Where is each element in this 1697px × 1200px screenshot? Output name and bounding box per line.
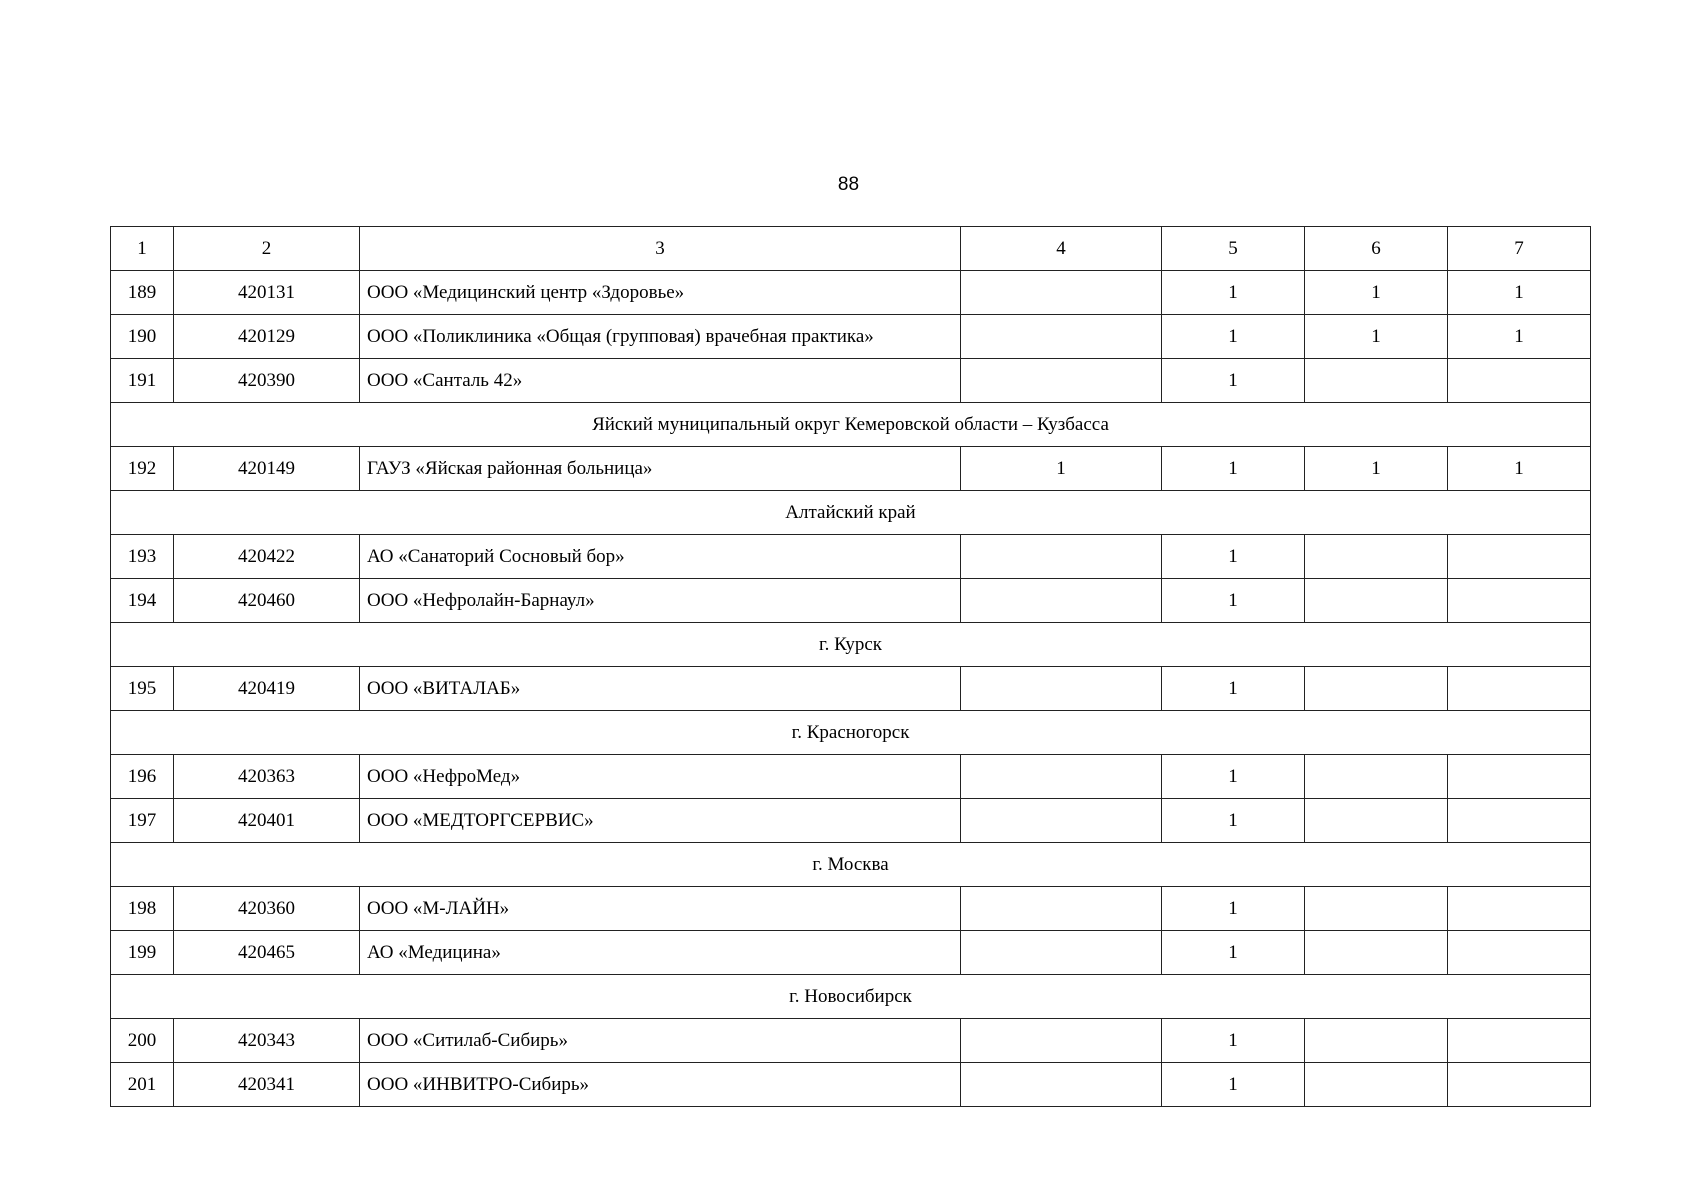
- organization-name-cell: ООО «Медицинский центр «Здоровье»: [360, 271, 961, 315]
- col-7-cell: [1448, 359, 1591, 403]
- region-section-row: [111, 975, 1591, 1019]
- column-header: 1: [111, 227, 174, 271]
- col-6-cell: [1305, 359, 1448, 403]
- table-row: [111, 315, 1591, 359]
- region-title: Алтайский край: [111, 491, 1591, 535]
- col-6-cell: [1305, 667, 1448, 711]
- header-row: [111, 227, 1591, 271]
- col-4-cell: [961, 579, 1162, 623]
- code-cell: 420129: [174, 315, 360, 359]
- col-5-cell: 1: [1162, 315, 1305, 359]
- col-5-cell: 1: [1162, 359, 1305, 403]
- row-number-cell: 196: [111, 755, 174, 799]
- col-6-cell: [1305, 799, 1448, 843]
- col-4-cell: [961, 799, 1162, 843]
- column-header: 6: [1305, 227, 1448, 271]
- row-number-cell: 197: [111, 799, 174, 843]
- col-6-cell: [1305, 535, 1448, 579]
- region-section-row: [111, 623, 1591, 667]
- organization-name-cell: ООО «ВИТАЛАБ»: [360, 667, 961, 711]
- code-cell: 420341: [174, 1063, 360, 1107]
- registry-table-body: [111, 227, 1591, 1107]
- region-section-row: [111, 491, 1591, 535]
- row-number-cell: 200: [111, 1019, 174, 1063]
- table-row: [111, 931, 1591, 975]
- col-4-cell: [961, 931, 1162, 975]
- col-5-cell: 1: [1162, 799, 1305, 843]
- col-5-cell: 1: [1162, 1019, 1305, 1063]
- organization-name-cell: ООО «ИНВИТРО-Сибирь»: [360, 1063, 961, 1107]
- code-cell: 420360: [174, 887, 360, 931]
- region-title: г. Красногорск: [111, 711, 1591, 755]
- col-7-cell: [1448, 931, 1591, 975]
- region-title: г. Москва: [111, 843, 1591, 887]
- col-5-cell: 1: [1162, 271, 1305, 315]
- col-4-cell: [961, 667, 1162, 711]
- table-row: [111, 271, 1591, 315]
- table-row: [111, 887, 1591, 931]
- col-7-cell: 1: [1448, 447, 1591, 491]
- page-number: 88: [837, 174, 860, 195]
- col-6-cell: [1305, 1063, 1448, 1107]
- table-row: [111, 755, 1591, 799]
- region-section-row: [111, 403, 1591, 447]
- col-4-cell: [961, 1063, 1162, 1107]
- col-4-cell: [961, 755, 1162, 799]
- organization-name-cell: АО «Санаторий Сосновый бор»: [360, 535, 961, 579]
- col-7-cell: [1448, 579, 1591, 623]
- col-4-cell: [961, 271, 1162, 315]
- column-header: 4: [961, 227, 1162, 271]
- col-7-cell: 1: [1448, 271, 1591, 315]
- col-7-cell: [1448, 1063, 1591, 1107]
- col-6-cell: [1305, 579, 1448, 623]
- col-6-cell: [1305, 1019, 1448, 1063]
- row-number-cell: 191: [111, 359, 174, 403]
- col-7-cell: [1448, 887, 1591, 931]
- code-cell: 420149: [174, 447, 360, 491]
- code-cell: 420131: [174, 271, 360, 315]
- row-number-cell: 192: [111, 447, 174, 491]
- table-row: [111, 579, 1591, 623]
- col-6-cell: [1305, 755, 1448, 799]
- col-4-cell: [961, 359, 1162, 403]
- code-cell: 420465: [174, 931, 360, 975]
- table-row: [111, 447, 1591, 491]
- col-4-cell: 1: [961, 447, 1162, 491]
- col-5-cell: 1: [1162, 1063, 1305, 1107]
- table-row: [111, 667, 1591, 711]
- col-5-cell: 1: [1162, 535, 1305, 579]
- col-5-cell: 1: [1162, 447, 1305, 491]
- row-number-cell: 190: [111, 315, 174, 359]
- table-row: [111, 799, 1591, 843]
- organization-name-cell: ГАУЗ «Яйская районная больница»: [360, 447, 961, 491]
- table-row: [111, 1063, 1591, 1107]
- col-7-cell: [1448, 667, 1591, 711]
- col-4-cell: [961, 1019, 1162, 1063]
- row-number-cell: 198: [111, 887, 174, 931]
- code-cell: 420363: [174, 755, 360, 799]
- col-5-cell: 1: [1162, 887, 1305, 931]
- organization-name-cell: АО «Медицина»: [360, 931, 961, 975]
- col-7-cell: [1448, 535, 1591, 579]
- table-row: [111, 359, 1591, 403]
- row-number-cell: 199: [111, 931, 174, 975]
- row-number-cell: 201: [111, 1063, 174, 1107]
- organization-name-cell: ООО «М-ЛАЙН»: [360, 887, 961, 931]
- region-title: г. Новосибирск: [111, 975, 1591, 1019]
- code-cell: 420390: [174, 359, 360, 403]
- organization-name-cell: ООО «Поликлиника «Общая (групповая) врачебная практика»: [360, 315, 961, 359]
- table-row: [111, 535, 1591, 579]
- region-section-row: [111, 843, 1591, 887]
- row-number-cell: 194: [111, 579, 174, 623]
- organization-name-cell: ООО «Санталь 42»: [360, 359, 961, 403]
- row-number-cell: 189: [111, 271, 174, 315]
- region-section-row: [111, 711, 1591, 755]
- registry-table: [110, 226, 1591, 1107]
- col-6-cell: 1: [1305, 271, 1448, 315]
- col-5-cell: 1: [1162, 755, 1305, 799]
- code-cell: 420401: [174, 799, 360, 843]
- code-cell: 420460: [174, 579, 360, 623]
- column-header: 2: [174, 227, 360, 271]
- col-7-cell: 1: [1448, 315, 1591, 359]
- code-cell: 420419: [174, 667, 360, 711]
- organization-name-cell: ООО «Нефролайн-Барнаул»: [360, 579, 961, 623]
- col-6-cell: 1: [1305, 447, 1448, 491]
- column-header: 5: [1162, 227, 1305, 271]
- column-header: 7: [1448, 227, 1591, 271]
- code-cell: 420343: [174, 1019, 360, 1063]
- col-7-cell: [1448, 1019, 1591, 1063]
- col-5-cell: 1: [1162, 579, 1305, 623]
- col-4-cell: [961, 315, 1162, 359]
- col-6-cell: [1305, 931, 1448, 975]
- col-5-cell: 1: [1162, 667, 1305, 711]
- table-row: [111, 1019, 1591, 1063]
- organization-name-cell: ООО «МЕДТОРГСЕРВИС»: [360, 799, 961, 843]
- col-6-cell: 1: [1305, 315, 1448, 359]
- organization-name-cell: ООО «НефроМед»: [360, 755, 961, 799]
- code-cell: 420422: [174, 535, 360, 579]
- col-4-cell: [961, 535, 1162, 579]
- col-6-cell: [1305, 887, 1448, 931]
- organization-name-cell: ООО «Ситилаб-Сибирь»: [360, 1019, 961, 1063]
- column-header: 3: [360, 227, 961, 271]
- col-7-cell: [1448, 799, 1591, 843]
- row-number-cell: 193: [111, 535, 174, 579]
- row-number-cell: 195: [111, 667, 174, 711]
- region-title: г. Курск: [111, 623, 1591, 667]
- col-5-cell: 1: [1162, 931, 1305, 975]
- col-7-cell: [1448, 755, 1591, 799]
- region-title: Яйский муниципальный округ Кемеровской области – Кузбасса: [111, 403, 1591, 447]
- col-4-cell: [961, 887, 1162, 931]
